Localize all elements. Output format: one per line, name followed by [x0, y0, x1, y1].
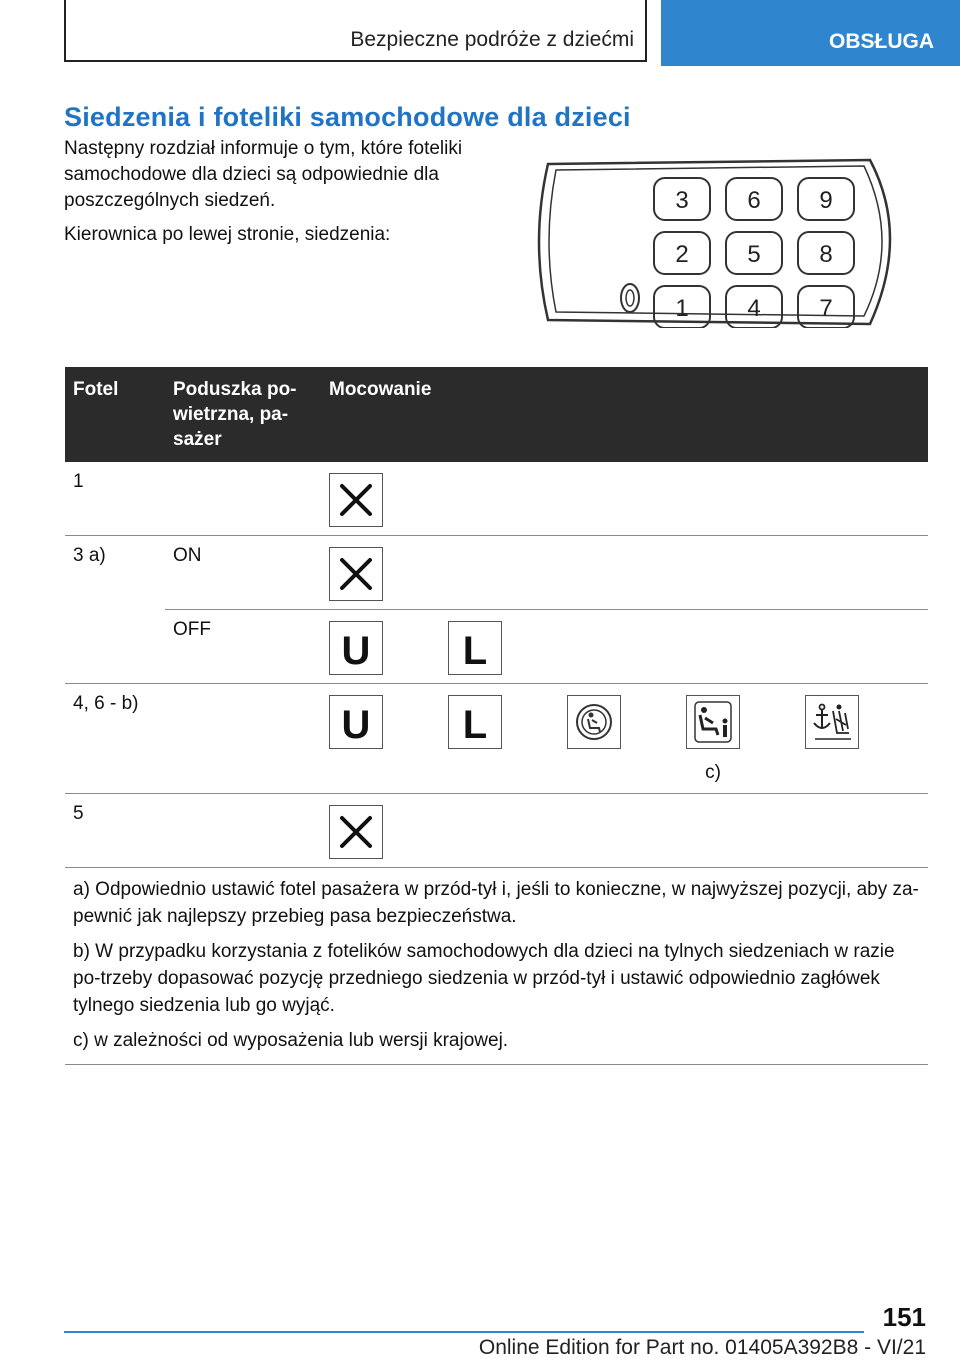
footnote-marker: c) — [705, 762, 721, 783]
isize-icon — [686, 695, 740, 749]
chapter-tab: OBSŁUGA — [661, 0, 960, 66]
cross-icon — [329, 547, 383, 601]
icon-cell — [329, 473, 383, 527]
seat-number: 9 — [819, 187, 833, 214]
icon-cell — [329, 621, 383, 675]
footnote: b) W przypadku korzystania z fotelików samochodowych dla dzieci na tylnych siedzeniach w razie po-trzeby dopasować pozycję przedniego siedzenia w przód-tył i ustawić odpowiednio zagłówek tylnego siedzenia lub go wyjąć. — [73, 941, 895, 1016]
icon-cell — [329, 695, 383, 785]
table-row — [65, 794, 928, 868]
seat-box — [654, 232, 710, 274]
table-row — [65, 536, 928, 610]
column-header: Fotel — [65, 367, 165, 462]
seat-number: 5 — [747, 241, 761, 268]
section-title: Bezpieczne podróże z dziećmi — [350, 28, 634, 51]
footer-divider — [64, 1331, 864, 1333]
seat-cell: 3 a) — [65, 536, 165, 684]
airbag-cell — [165, 684, 321, 794]
page-header — [0, 0, 960, 66]
mount-cell — [321, 794, 928, 868]
svg-text:L: L — [462, 703, 488, 744]
airbag-cell: OFF — [165, 610, 321, 684]
child-seat-table — [65, 367, 928, 868]
column-header: Mocowanie — [321, 367, 928, 462]
icon-cell — [448, 695, 502, 785]
mount-cell — [321, 610, 928, 684]
airbag-cell — [165, 794, 321, 868]
seat-box — [726, 232, 782, 274]
mount-cell — [321, 684, 928, 794]
seat-cell: 5 — [65, 794, 165, 868]
intro-paragraph: Kierownica po lewej stronie, siedzenia: — [64, 224, 391, 245]
mount-cell — [321, 462, 928, 536]
seat-box — [726, 178, 782, 220]
u-icon — [329, 695, 383, 749]
airbag-cell: ON — [165, 536, 321, 610]
svg-text:U: U — [341, 703, 371, 744]
seat-number: 4 — [747, 295, 761, 322]
page-title: Siedzenia i foteliki samochodowe dla dzieci — [64, 102, 631, 132]
seat-box — [798, 286, 854, 328]
seat-number: 1 — [675, 295, 689, 322]
icon-cell — [448, 621, 502, 675]
footer-edition: Online Edition for Part no. 01405A392B8 - VI/21 — [478, 1336, 926, 1359]
l-icon — [448, 621, 502, 675]
svg-text:U: U — [341, 629, 371, 670]
seat-number: 3 — [675, 187, 689, 214]
seat-number: 7 — [819, 295, 833, 322]
icon-cell — [567, 695, 621, 785]
icon-cell — [329, 805, 383, 859]
steering-wheel-icon — [621, 284, 639, 312]
seat-number: 6 — [747, 187, 761, 214]
intro-paragraph: Następny rozdział informuje o tym, które foteliki samochodowe dla dzieci są odpowiednie dla poszczególnych siedzeń. — [64, 138, 463, 211]
seat-box — [798, 178, 854, 220]
child-seat-icon — [567, 695, 621, 749]
column-header: Poduszka po-wietrzna, pa-sażer — [165, 367, 321, 462]
icon-cell — [805, 695, 859, 785]
seat-number: 2 — [675, 241, 689, 268]
svg-text:L: L — [462, 629, 488, 670]
cross-icon — [329, 805, 383, 859]
seat-box — [798, 232, 854, 274]
page-number: 151 — [882, 1302, 926, 1332]
anchor-seat-icon — [805, 695, 859, 749]
airbag-cell — [165, 462, 321, 536]
table-row — [65, 462, 928, 536]
footnote: c) w zależności od wyposażenia lub wersji krajowej. — [73, 1030, 509, 1051]
icon-cell — [329, 547, 383, 601]
seat-cell: 1 — [65, 462, 165, 536]
mount-cell — [321, 536, 928, 610]
table-row — [65, 684, 928, 794]
seat-map-diagram — [534, 156, 914, 328]
intro-text — [64, 136, 494, 256]
cross-icon — [329, 473, 383, 527]
footnote: a) Odpowiednio ustawić fotel pasażera w przód-tył i, jeśli to konieczne, w najwyższej pozycji, aby za-pewnić jak najlepszy przebieg pasa bezpieczeństwa. — [73, 879, 919, 927]
l-icon — [448, 695, 502, 749]
seat-box — [654, 178, 710, 220]
table-row — [65, 610, 928, 684]
footnotes — [65, 866, 928, 1065]
u-icon — [329, 621, 383, 675]
seat-cell: 4, 6 - b) — [65, 684, 165, 794]
seat-number: 8 — [819, 241, 833, 268]
icon-cell — [686, 695, 740, 785]
